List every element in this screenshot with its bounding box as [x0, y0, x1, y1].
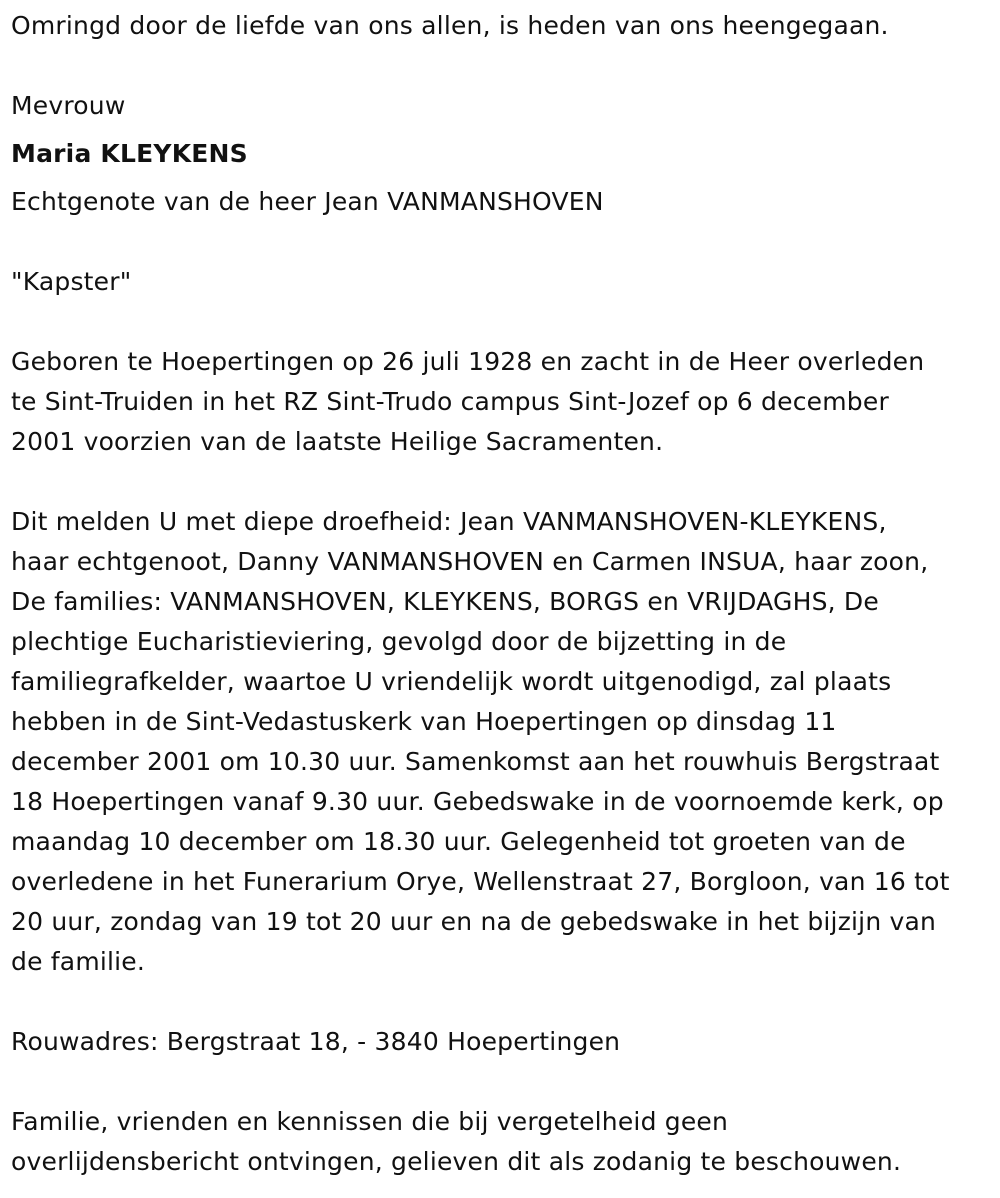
paragraph-line: familiegrafkelder, waartoe U vriendelijk wordt uitgenodigd, zal plaats: [11, 667, 892, 696]
paragraph-line: overlijdensbericht ontvingen, gelieven dit als zodanig te beschouwen.: [11, 1147, 902, 1176]
paragraph-line: 18 Hoepertingen vanaf 9.30 uur. Gebedswake in de voornoemde kerk, op: [11, 787, 944, 816]
paragraph-line: 20 uur, zondag van 19 tot 20 uur en na de gebedswake in het bijzijn van: [11, 907, 937, 936]
paragraph-line: haar echtgenoot, Danny VANMANSHOVEN en Carmen INSUA, haar zoon,: [11, 547, 929, 576]
mourning-address: Rouwadres: Bergstraat 18, - 3840 Hoepertingen: [11, 1027, 621, 1056]
paragraph-line: december 2001 om 10.30 uur. Samenkomst aan het rouwhuis Bergstraat: [11, 747, 940, 776]
occupation: "Kapster": [11, 267, 132, 296]
paragraph-line: 2001 voorzien van de laatste Heilige Sacramenten.: [11, 427, 664, 456]
paragraph-line: Dit melden U met diepe droefheid: Jean VANMANSHOVEN-KLEYKENS,: [11, 507, 887, 536]
paragraph-line: te Sint-Truiden in het RZ Sint-Trudo campus Sint-Jozef op 6 december: [11, 387, 889, 416]
paragraph-line: Geboren te Hoepertingen op 26 juli 1928 en zacht in de Heer overleden: [11, 347, 925, 376]
salutation: Mevrouw: [11, 91, 126, 120]
paragraph-line: Familie, vrienden en kennissen die bij vergetelheid geen: [11, 1107, 729, 1136]
paragraph-line: maandag 10 december om 18.30 uur. Gelegenheid tot groeten van de: [11, 827, 906, 856]
spouse-line: Echtgenote van de heer Jean VANMANSHOVEN: [11, 187, 604, 216]
paragraph-line: De families: VANMANSHOVEN, KLEYKENS, BORGS en VRIJDAGHS, De: [11, 587, 879, 616]
paragraph-line: de familie.: [11, 947, 146, 976]
deceased-name: Maria KLEYKENS: [11, 139, 248, 168]
paragraph-line: overledene in het Funerarium Orye, Wellenstraat 27, Borgloon, van 16 tot: [11, 867, 950, 896]
intro-text: Omringd door de liefde van ons allen, is heden van ons heengegaan.: [11, 11, 889, 40]
paragraph-line: hebben in de Sint-Vedastuskerk van Hoepertingen op dinsdag 11: [11, 707, 837, 736]
paragraph-line: plechtige Eucharistieviering, gevolgd door de bijzetting in de: [11, 627, 787, 656]
